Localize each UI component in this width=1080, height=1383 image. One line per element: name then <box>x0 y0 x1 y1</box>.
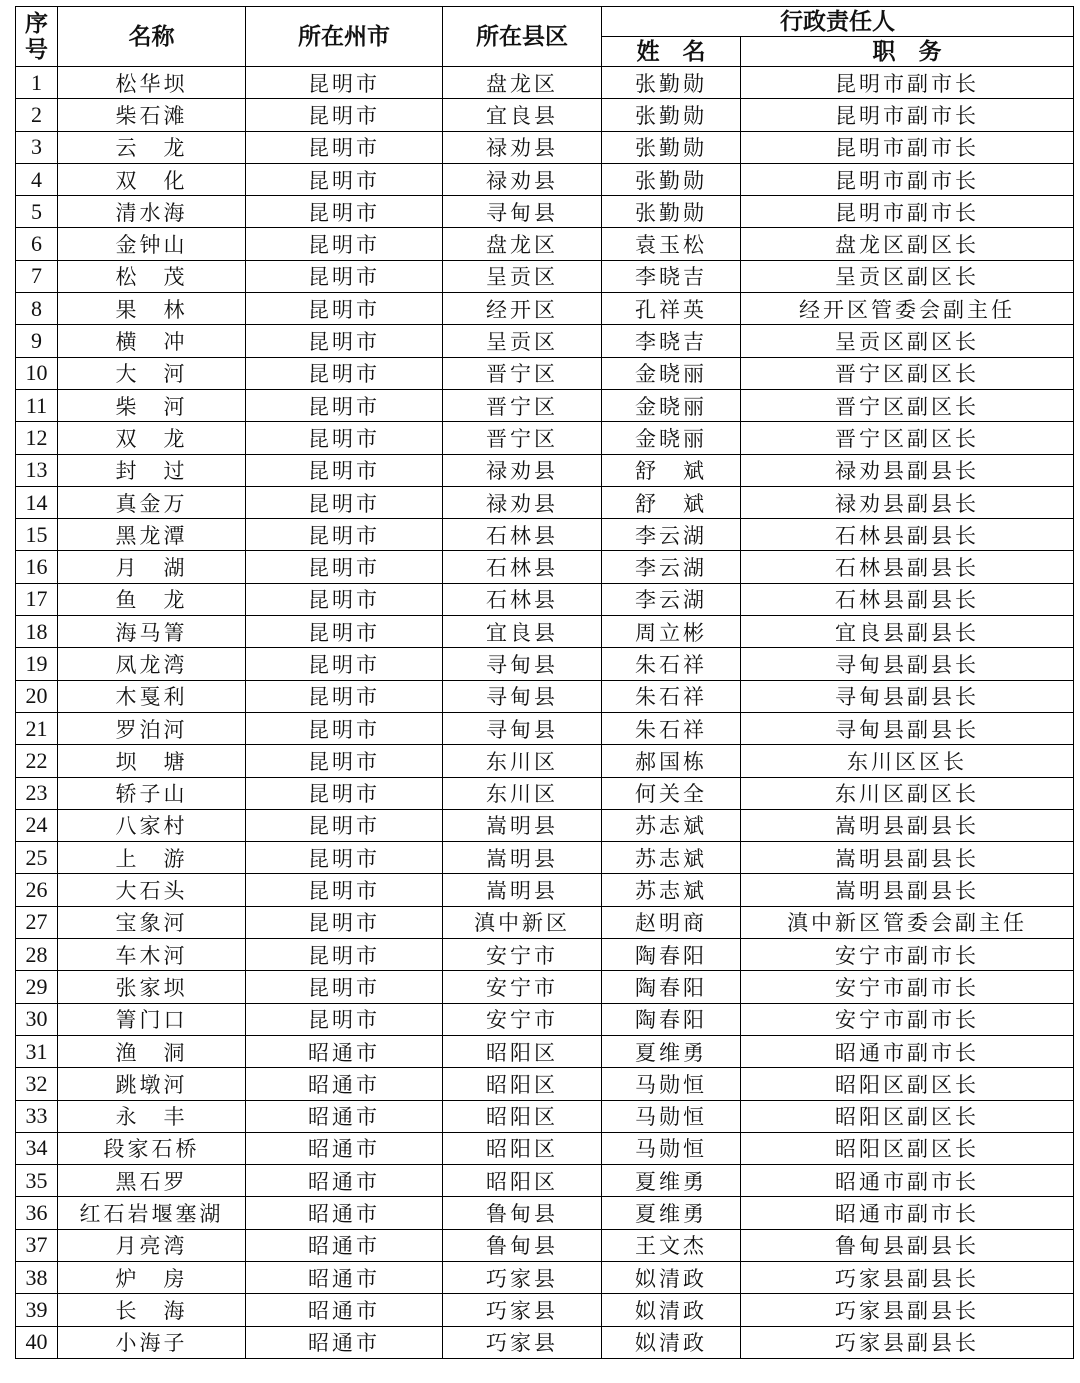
person-name-cell: 李云湖 <box>602 519 741 551</box>
reservoir-name-cell: 清水海 <box>58 196 246 228</box>
table-row <box>16 228 1074 260</box>
reservoir-name-cell: 红石岩堰塞湖 <box>58 1197 246 1229</box>
reservoir-name-cell: 箐门口 <box>58 1003 246 1035</box>
position-cell: 昆明市副市长 <box>741 99 1074 131</box>
row-seq-cell: 1 <box>16 67 58 99</box>
row-seq-cell: 11 <box>16 389 58 421</box>
reservoir-name-cell: 云 龙 <box>58 131 246 163</box>
county-cell: 昭阳区 <box>443 1035 602 1067</box>
row-seq-cell: 32 <box>16 1068 58 1100</box>
person-name-cell: 朱石祥 <box>602 648 741 680</box>
county-cell: 晋宁区 <box>443 357 602 389</box>
position-cell: 嵩明县副县长 <box>741 842 1074 874</box>
row-seq-cell: 39 <box>16 1294 58 1326</box>
table-row <box>16 67 1074 99</box>
position-cell: 禄劝县副县长 <box>741 486 1074 518</box>
table-row <box>16 1132 1074 1164</box>
reservoir-name-cell: 双 化 <box>58 163 246 195</box>
county-cell: 东川区 <box>443 777 602 809</box>
county-cell: 嵩明县 <box>443 842 602 874</box>
city-cell: 昆明市 <box>246 874 443 906</box>
reservoir-name-cell: 黑石罗 <box>58 1165 246 1197</box>
header-name: 名称 <box>58 7 246 67</box>
position-cell: 嵩明县副县长 <box>741 874 1074 906</box>
position-cell: 昭阳区副区长 <box>741 1068 1074 1100</box>
position-cell: 晋宁区副区长 <box>741 357 1074 389</box>
city-cell: 昭通市 <box>246 1132 443 1164</box>
table-row <box>16 357 1074 389</box>
row-seq-cell: 38 <box>16 1261 58 1293</box>
city-cell: 昆明市 <box>246 745 443 777</box>
table-row <box>16 1261 1074 1293</box>
county-cell: 经开区 <box>443 293 602 325</box>
county-cell: 禄劝县 <box>443 486 602 518</box>
row-seq-cell: 14 <box>16 486 58 518</box>
row-seq-cell: 6 <box>16 228 58 260</box>
person-name-cell: 李云湖 <box>602 583 741 615</box>
table-row <box>16 1326 1074 1358</box>
person-name-cell: 袁玉松 <box>602 228 741 260</box>
row-seq-cell: 16 <box>16 551 58 583</box>
city-cell: 昆明市 <box>246 422 443 454</box>
row-seq-cell: 27 <box>16 906 58 938</box>
table-row <box>16 131 1074 163</box>
row-seq-cell: 12 <box>16 422 58 454</box>
city-cell: 昆明市 <box>246 583 443 615</box>
county-cell: 石林县 <box>443 551 602 583</box>
table-row <box>16 422 1074 454</box>
county-cell: 寻甸县 <box>443 196 602 228</box>
city-cell: 昆明市 <box>246 971 443 1003</box>
county-cell: 石林县 <box>443 519 602 551</box>
row-seq-cell: 13 <box>16 454 58 486</box>
county-cell: 巧家县 <box>443 1261 602 1293</box>
county-cell: 鲁甸县 <box>443 1197 602 1229</box>
city-cell: 昆明市 <box>246 680 443 712</box>
reservoir-name-cell: 小海子 <box>58 1326 246 1358</box>
row-seq-cell: 17 <box>16 583 58 615</box>
person-name-cell: 孔祥英 <box>602 293 741 325</box>
city-cell: 昆明市 <box>246 551 443 583</box>
row-seq-cell: 29 <box>16 971 58 1003</box>
position-cell: 呈贡区副区长 <box>741 260 1074 292</box>
reservoir-name-cell: 月亮湾 <box>58 1229 246 1261</box>
county-cell: 鲁甸县 <box>443 1229 602 1261</box>
county-cell: 呈贡区 <box>443 260 602 292</box>
table-row <box>16 293 1074 325</box>
position-cell: 鲁甸县副县长 <box>741 1229 1074 1261</box>
county-cell: 安宁市 <box>443 939 602 971</box>
reservoir-name-cell: 鱼 龙 <box>58 583 246 615</box>
county-cell: 寻甸县 <box>443 680 602 712</box>
table-row <box>16 648 1074 680</box>
city-cell: 昆明市 <box>246 131 443 163</box>
position-cell: 巧家县副县长 <box>741 1261 1074 1293</box>
city-cell: 昆明市 <box>246 486 443 518</box>
reservoir-name-cell: 封 过 <box>58 454 246 486</box>
position-cell: 昭通市副市长 <box>741 1165 1074 1197</box>
person-name-cell: 陶春阳 <box>602 971 741 1003</box>
table-row <box>16 906 1074 938</box>
position-cell: 石林县副县长 <box>741 551 1074 583</box>
row-seq-cell: 25 <box>16 842 58 874</box>
county-cell: 宜良县 <box>443 99 602 131</box>
city-cell: 昆明市 <box>246 67 443 99</box>
row-seq-cell: 21 <box>16 712 58 744</box>
reservoir-name-cell: 跳墩河 <box>58 1068 246 1100</box>
county-cell: 禄劝县 <box>443 454 602 486</box>
reservoir-name-cell: 月 湖 <box>58 551 246 583</box>
table-row <box>16 777 1074 809</box>
reservoir-name-cell: 张家坝 <box>58 971 246 1003</box>
county-cell: 安宁市 <box>443 1003 602 1035</box>
city-cell: 昆明市 <box>246 616 443 648</box>
table-row <box>16 1068 1074 1100</box>
row-seq-cell: 30 <box>16 1003 58 1035</box>
reservoir-name-cell: 木戛利 <box>58 680 246 712</box>
reservoir-name-cell: 上 游 <box>58 842 246 874</box>
row-seq-cell: 35 <box>16 1165 58 1197</box>
table-row <box>16 486 1074 518</box>
person-name-cell: 朱石祥 <box>602 680 741 712</box>
city-cell: 昆明市 <box>246 519 443 551</box>
person-name-cell: 姒清政 <box>602 1294 741 1326</box>
header-responsible: 行政责任人 <box>602 7 1074 37</box>
person-name-cell: 李晓吉 <box>602 325 741 357</box>
row-seq-cell: 5 <box>16 196 58 228</box>
position-cell: 石林县副县长 <box>741 583 1074 615</box>
city-cell: 昆明市 <box>246 939 443 971</box>
reservoir-name-cell: 松 茂 <box>58 260 246 292</box>
person-name-cell: 何关全 <box>602 777 741 809</box>
position-cell: 晋宁区副区长 <box>741 422 1074 454</box>
position-cell: 昭阳区副区长 <box>741 1100 1074 1132</box>
city-cell: 昆明市 <box>246 163 443 195</box>
row-seq-cell: 15 <box>16 519 58 551</box>
county-cell: 嵩明县 <box>443 809 602 841</box>
header-county: 所在县区 <box>443 7 602 67</box>
header-position: 职 务 <box>741 37 1074 67</box>
row-seq-cell: 40 <box>16 1326 58 1358</box>
city-cell: 昆明市 <box>246 1003 443 1035</box>
reservoir-name-cell: 松华坝 <box>58 67 246 99</box>
county-cell: 禄劝县 <box>443 131 602 163</box>
county-cell: 石林县 <box>443 583 602 615</box>
table-row <box>16 680 1074 712</box>
county-cell: 昭阳区 <box>443 1068 602 1100</box>
row-seq-cell: 22 <box>16 745 58 777</box>
position-cell: 寻甸县副县长 <box>741 712 1074 744</box>
county-cell: 滇中新区 <box>443 906 602 938</box>
person-name-cell: 张勤勋 <box>602 163 741 195</box>
person-name-cell: 郝国栋 <box>602 745 741 777</box>
position-cell: 安宁市副市长 <box>741 971 1074 1003</box>
table-row <box>16 1100 1074 1132</box>
position-cell: 巧家县副县长 <box>741 1294 1074 1326</box>
table-row <box>16 712 1074 744</box>
position-cell: 昭通市副市长 <box>741 1197 1074 1229</box>
position-cell: 石林县副县长 <box>741 519 1074 551</box>
position-cell: 嵩明县副县长 <box>741 809 1074 841</box>
table-row <box>16 196 1074 228</box>
county-cell: 嵩明县 <box>443 874 602 906</box>
table-row <box>16 745 1074 777</box>
header-seq: 序号 <box>16 7 58 67</box>
table-row <box>16 454 1074 486</box>
person-name-cell: 张勤勋 <box>602 131 741 163</box>
row-seq-cell: 26 <box>16 874 58 906</box>
county-cell: 晋宁区 <box>443 389 602 421</box>
reservoir-name-cell: 黑龙潭 <box>58 519 246 551</box>
city-cell: 昆明市 <box>246 389 443 421</box>
position-cell: 昆明市副市长 <box>741 131 1074 163</box>
city-cell: 昭通市 <box>246 1197 443 1229</box>
position-cell: 经开区管委会副主任 <box>741 293 1074 325</box>
reservoir-name-cell: 大石头 <box>58 874 246 906</box>
table-row <box>16 1229 1074 1261</box>
city-cell: 昆明市 <box>246 906 443 938</box>
person-name-cell: 苏志斌 <box>602 809 741 841</box>
person-name-cell: 张勤勋 <box>602 99 741 131</box>
city-cell: 昆明市 <box>246 99 443 131</box>
table-body <box>16 67 1074 1359</box>
table-row <box>16 99 1074 131</box>
position-cell: 昭通市副市长 <box>741 1035 1074 1067</box>
row-seq-cell: 19 <box>16 648 58 680</box>
reservoir-name-cell: 海马箐 <box>58 616 246 648</box>
city-cell: 昆明市 <box>246 777 443 809</box>
person-name-cell: 陶春阳 <box>602 1003 741 1035</box>
table-row <box>16 971 1074 1003</box>
reservoir-name-cell: 柴 河 <box>58 389 246 421</box>
position-cell: 东川区区长 <box>741 745 1074 777</box>
person-name-cell: 舒 斌 <box>602 486 741 518</box>
city-cell: 昆明市 <box>246 357 443 389</box>
reservoir-name-cell: 大 河 <box>58 357 246 389</box>
county-cell: 寻甸县 <box>443 712 602 744</box>
row-seq-cell: 34 <box>16 1132 58 1164</box>
row-seq-cell: 20 <box>16 680 58 712</box>
header-row-top <box>16 7 1074 37</box>
reservoir-name-cell: 八家村 <box>58 809 246 841</box>
county-cell: 安宁市 <box>443 971 602 1003</box>
city-cell: 昭通市 <box>246 1326 443 1358</box>
reservoir-name-cell: 坝 塘 <box>58 745 246 777</box>
row-seq-cell: 36 <box>16 1197 58 1229</box>
person-name-cell: 马勋恒 <box>602 1100 741 1132</box>
row-seq-cell: 24 <box>16 809 58 841</box>
row-seq-cell: 2 <box>16 99 58 131</box>
table-row <box>16 551 1074 583</box>
position-cell: 寻甸县副县长 <box>741 648 1074 680</box>
position-cell: 禄劝县副县长 <box>741 454 1074 486</box>
person-name-cell: 夏维勇 <box>602 1197 741 1229</box>
position-cell: 晋宁区副区长 <box>741 389 1074 421</box>
position-cell: 昆明市副市长 <box>741 163 1074 195</box>
reservoir-name-cell: 永 丰 <box>58 1100 246 1132</box>
city-cell: 昭通市 <box>246 1100 443 1132</box>
reservoir-name-cell: 宝象河 <box>58 906 246 938</box>
reservoir-name-cell: 段家石桥 <box>58 1132 246 1164</box>
city-cell: 昆明市 <box>246 325 443 357</box>
person-name-cell: 姒清政 <box>602 1261 741 1293</box>
reservoir-name-cell: 轿子山 <box>58 777 246 809</box>
table-row <box>16 1003 1074 1035</box>
person-name-cell: 舒 斌 <box>602 454 741 486</box>
person-name-cell: 李晓吉 <box>602 260 741 292</box>
city-cell: 昆明市 <box>246 809 443 841</box>
person-name-cell: 马勋恒 <box>602 1132 741 1164</box>
table-row <box>16 616 1074 648</box>
reservoir-name-cell: 罗泊河 <box>58 712 246 744</box>
person-name-cell: 赵明商 <box>602 906 741 938</box>
table-row <box>16 1294 1074 1326</box>
person-name-cell: 金晓丽 <box>602 357 741 389</box>
position-cell: 呈贡区副区长 <box>741 325 1074 357</box>
city-cell: 昭通市 <box>246 1294 443 1326</box>
city-cell: 昆明市 <box>246 260 443 292</box>
position-cell: 安宁市副市长 <box>741 1003 1074 1035</box>
position-cell: 东川区副区长 <box>741 777 1074 809</box>
reservoir-name-cell: 渔 洞 <box>58 1035 246 1067</box>
position-cell: 盘龙区副区长 <box>741 228 1074 260</box>
person-name-cell: 夏维勇 <box>602 1035 741 1067</box>
city-cell: 昆明市 <box>246 293 443 325</box>
county-cell: 晋宁区 <box>443 422 602 454</box>
county-cell: 东川区 <box>443 745 602 777</box>
position-cell: 寻甸县副县长 <box>741 680 1074 712</box>
row-seq-cell: 3 <box>16 131 58 163</box>
position-cell: 昆明市副市长 <box>741 67 1074 99</box>
county-cell: 巧家县 <box>443 1294 602 1326</box>
table-row <box>16 1197 1074 1229</box>
person-name-cell: 金晓丽 <box>602 389 741 421</box>
person-name-cell: 夏维勇 <box>602 1165 741 1197</box>
header-city: 所在州市 <box>246 7 443 67</box>
county-cell: 昭阳区 <box>443 1165 602 1197</box>
table-row <box>16 1165 1074 1197</box>
county-cell: 寻甸县 <box>443 648 602 680</box>
row-seq-cell: 28 <box>16 939 58 971</box>
row-seq-cell: 8 <box>16 293 58 325</box>
county-cell: 昭阳区 <box>443 1132 602 1164</box>
city-cell: 昭通市 <box>246 1261 443 1293</box>
reservoir-responsibility-table-sheet <box>15 6 1073 1359</box>
position-cell: 滇中新区管委会副主任 <box>741 906 1074 938</box>
table-row <box>16 389 1074 421</box>
city-cell: 昆明市 <box>246 228 443 260</box>
county-cell: 呈贡区 <box>443 325 602 357</box>
row-seq-cell: 7 <box>16 260 58 292</box>
reservoir-name-cell: 果 林 <box>58 293 246 325</box>
person-name-cell: 苏志斌 <box>602 842 741 874</box>
row-seq-cell: 23 <box>16 777 58 809</box>
position-cell: 巧家县副县长 <box>741 1326 1074 1358</box>
person-name-cell: 金晓丽 <box>602 422 741 454</box>
city-cell: 昆明市 <box>246 842 443 874</box>
city-cell: 昭通市 <box>246 1165 443 1197</box>
table-row <box>16 809 1074 841</box>
county-cell: 盘龙区 <box>443 67 602 99</box>
reservoir-name-cell: 真金万 <box>58 486 246 518</box>
person-name-cell: 姒清政 <box>602 1326 741 1358</box>
county-cell: 昭阳区 <box>443 1100 602 1132</box>
position-cell: 宜良县副县长 <box>741 616 1074 648</box>
city-cell: 昆明市 <box>246 712 443 744</box>
reservoir-responsibility-table <box>15 6 1074 1359</box>
person-name-cell: 李云湖 <box>602 551 741 583</box>
reservoir-name-cell: 金钟山 <box>58 228 246 260</box>
reservoir-name-cell: 车木河 <box>58 939 246 971</box>
row-seq-cell: 33 <box>16 1100 58 1132</box>
table-row <box>16 842 1074 874</box>
county-cell: 宜良县 <box>443 616 602 648</box>
person-name-cell: 苏志斌 <box>602 874 741 906</box>
header-person-name: 姓 名 <box>602 37 741 67</box>
city-cell: 昆明市 <box>246 454 443 486</box>
reservoir-name-cell: 凤龙湾 <box>58 648 246 680</box>
row-seq-cell: 18 <box>16 616 58 648</box>
table-row <box>16 519 1074 551</box>
position-cell: 昆明市副市长 <box>741 196 1074 228</box>
table-row <box>16 325 1074 357</box>
person-name-cell: 王文杰 <box>602 1229 741 1261</box>
reservoir-name-cell: 双 龙 <box>58 422 246 454</box>
row-seq-cell: 9 <box>16 325 58 357</box>
reservoir-name-cell: 长 海 <box>58 1294 246 1326</box>
person-name-cell: 周立彬 <box>602 616 741 648</box>
table-row <box>16 874 1074 906</box>
row-seq-cell: 31 <box>16 1035 58 1067</box>
reservoir-name-cell: 炉 房 <box>58 1261 246 1293</box>
city-cell: 昆明市 <box>246 648 443 680</box>
reservoir-name-cell: 柴石滩 <box>58 99 246 131</box>
position-cell: 安宁市副市长 <box>741 939 1074 971</box>
city-cell: 昭通市 <box>246 1068 443 1100</box>
table-row <box>16 583 1074 615</box>
person-name-cell: 张勤勋 <box>602 67 741 99</box>
city-cell: 昭通市 <box>246 1035 443 1067</box>
table-row <box>16 939 1074 971</box>
row-seq-cell: 37 <box>16 1229 58 1261</box>
table-row <box>16 1035 1074 1067</box>
person-name-cell: 张勤勋 <box>602 196 741 228</box>
city-cell: 昆明市 <box>246 196 443 228</box>
person-name-cell: 陶春阳 <box>602 939 741 971</box>
county-cell: 巧家县 <box>443 1326 602 1358</box>
county-cell: 盘龙区 <box>443 228 602 260</box>
table-row <box>16 260 1074 292</box>
reservoir-name-cell: 横 冲 <box>58 325 246 357</box>
table-row <box>16 163 1074 195</box>
position-cell: 昭阳区副区长 <box>741 1132 1074 1164</box>
city-cell: 昭通市 <box>246 1229 443 1261</box>
row-seq-cell: 4 <box>16 163 58 195</box>
row-seq-cell: 10 <box>16 357 58 389</box>
county-cell: 禄劝县 <box>443 163 602 195</box>
person-name-cell: 马勋恒 <box>602 1068 741 1100</box>
person-name-cell: 朱石祥 <box>602 712 741 744</box>
